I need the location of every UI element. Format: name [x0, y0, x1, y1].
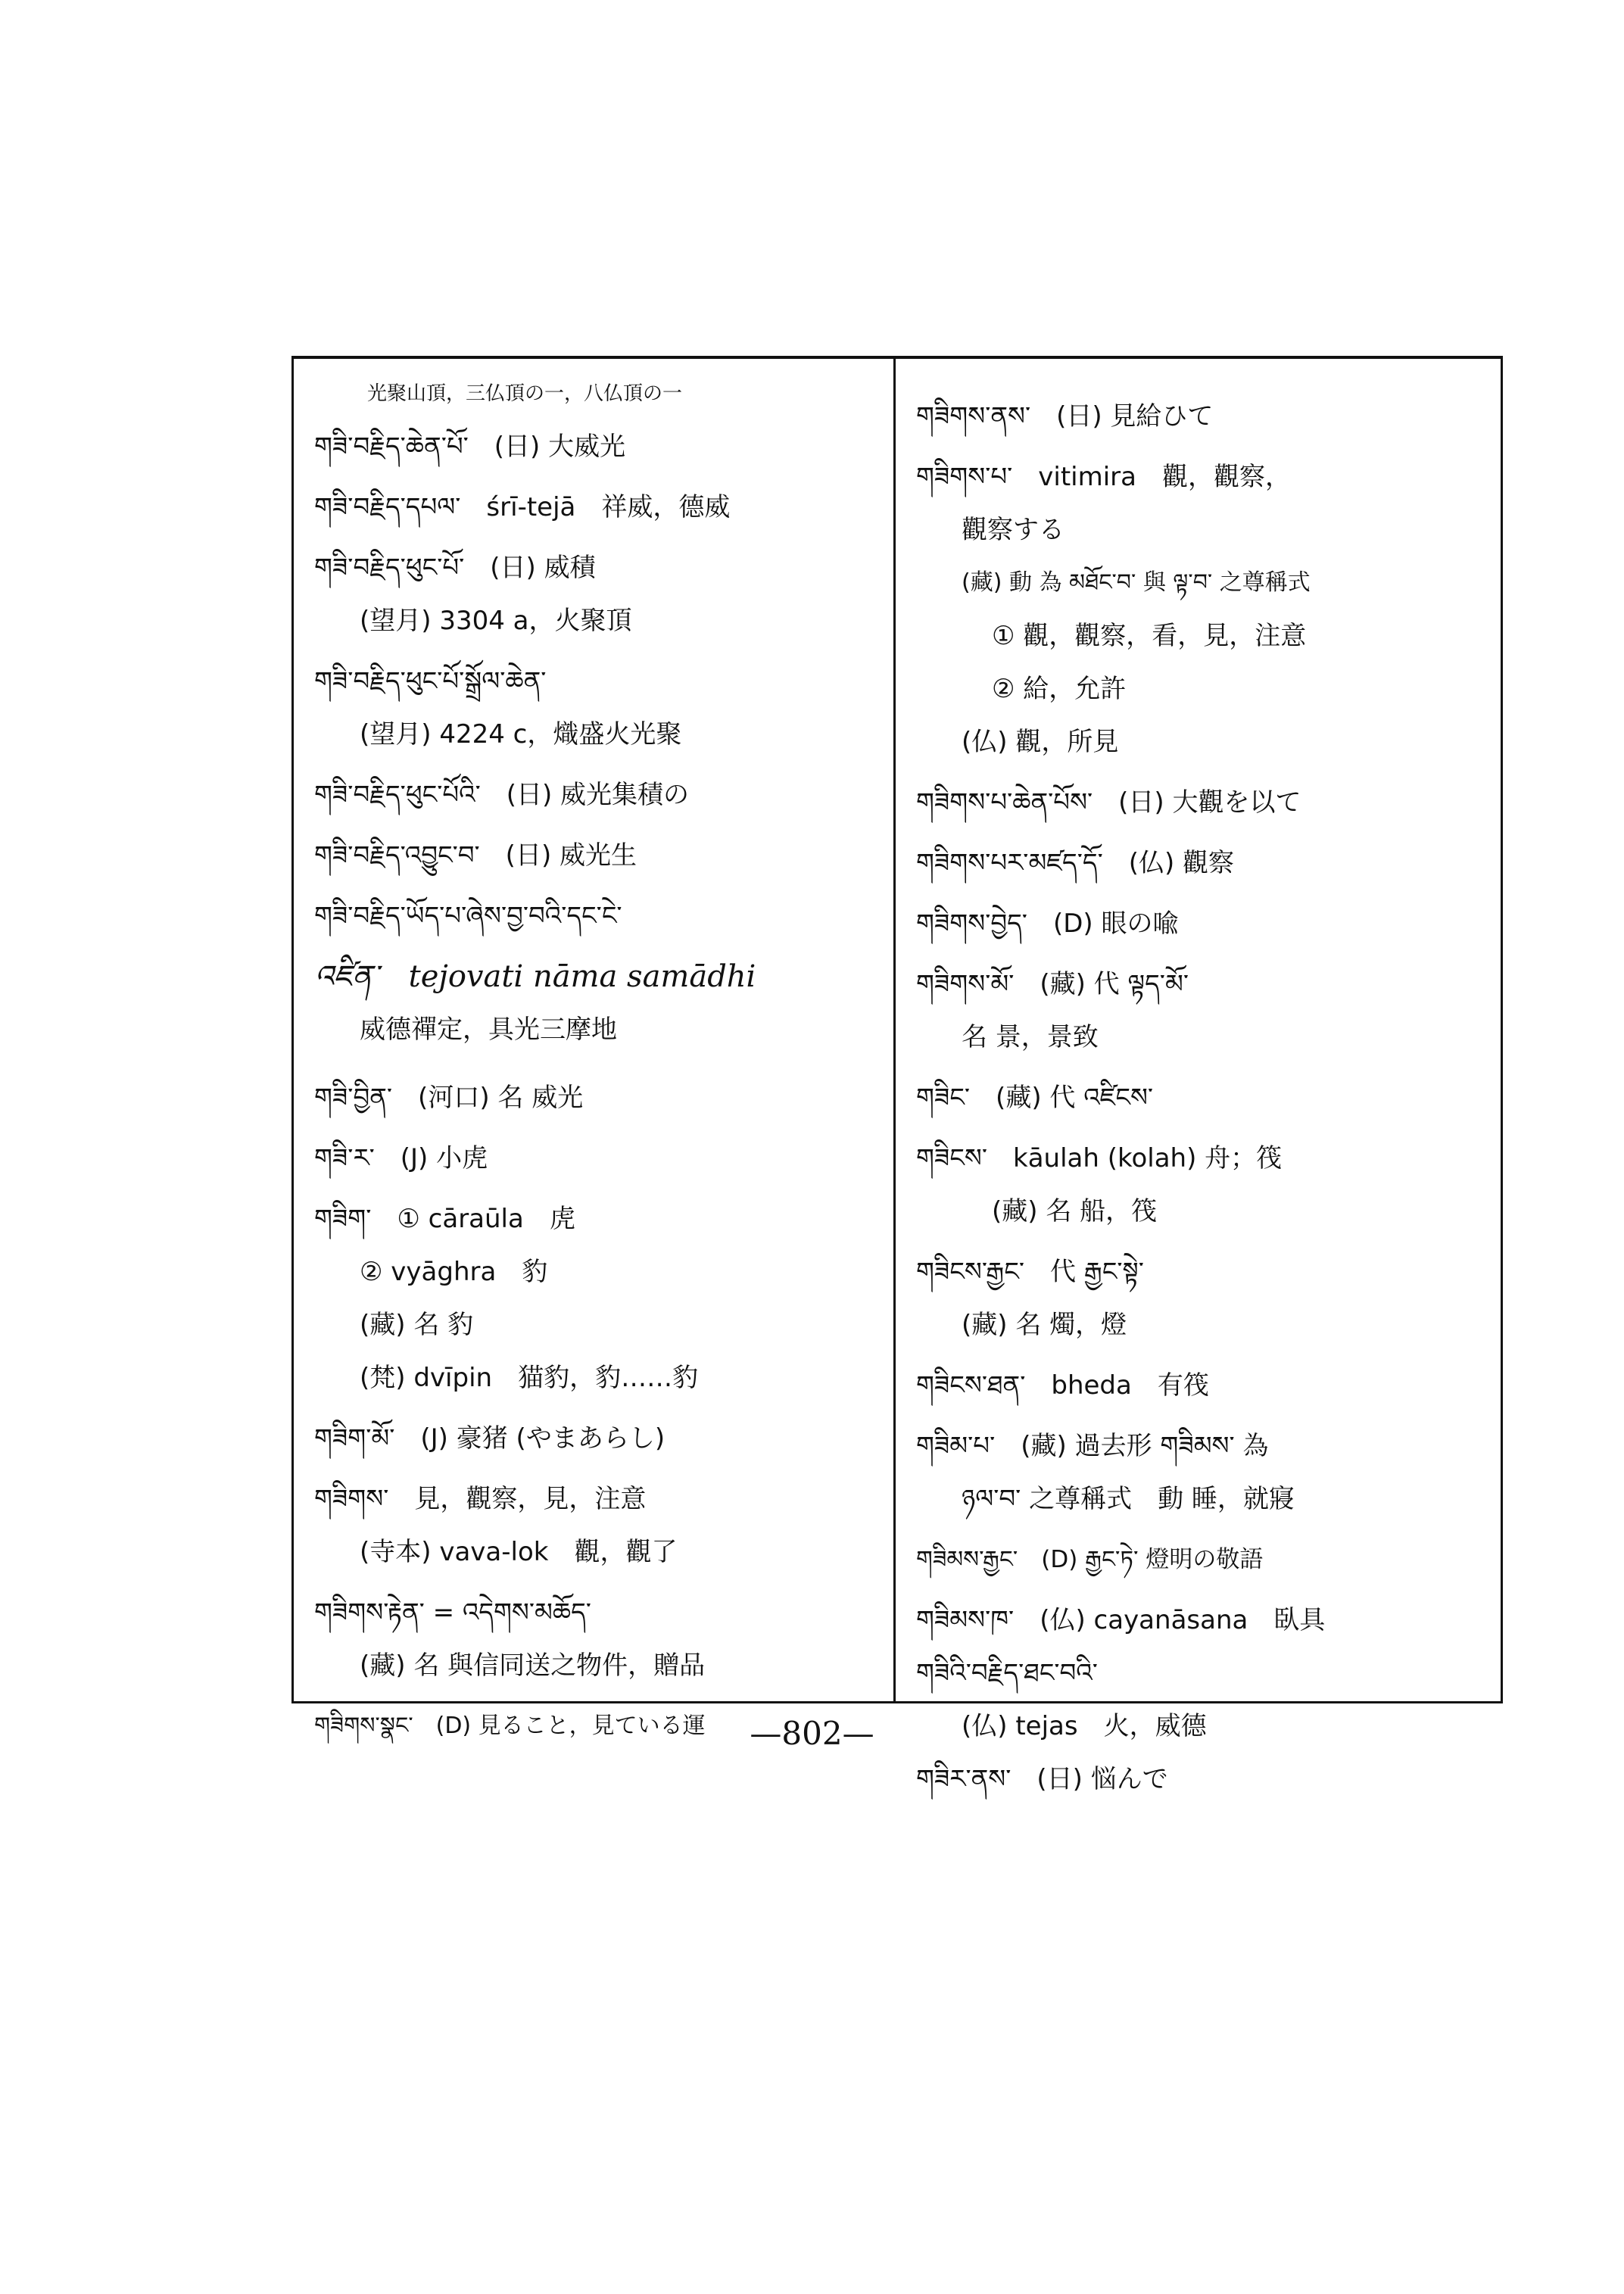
entry-line: 光聚山頂，三仏頂の一，八仏頂の一: [367, 382, 683, 405]
entry-line: གཟི་བརྗིད་ཡོད་པ་ཞེས་བྱ་བའི་དང་ངེ་: [314, 901, 622, 931]
entry-line: གཟིགས་ནས་ (日) 見給ひて: [916, 401, 1214, 432]
entry-line: གཟིམ་པ་ (藏) 過去形 གཟིམས་ 為: [916, 1431, 1269, 1461]
column-divider: [893, 356, 896, 1703]
entry-line: གཟིངས་ཐན་ bheda 有筏: [916, 1370, 1209, 1401]
entry-line: གཟི་ར་ (J) 小虎: [314, 1143, 488, 1173]
entry-line: གཟིངས་རྒྱང་ 代 རྒྱང་སྟེ་: [916, 1257, 1144, 1287]
entry-line: གཟིགས་པ་ཆེན་པོས་ (日) 大觀を以て: [916, 787, 1301, 818]
entry-line: གཟི་བྱིན་ (河口) 名 威光: [314, 1083, 584, 1113]
entry-line: ② 給，允許: [992, 674, 1127, 704]
entry-line: གཟིག་ ① cāraūla 虎: [314, 1204, 575, 1234]
entry-line: 名 景，景致: [962, 1022, 1099, 1052]
entry-line: (藏) 名 燭，燈: [962, 1310, 1127, 1340]
entry-line: གཟིངས་ kāulah (kolah) 舟；筏: [916, 1143, 1283, 1173]
entry-line: གཟིག་མོ་ (J) 豪猪 (やまあらし): [314, 1423, 665, 1454]
entry-line: གཟིམས་རྒྱང་ (D) རྒྱང་ཏེ་ 燈明の敬語: [916, 1546, 1264, 1573]
entry-line: (望月) 3304 a，火聚頂: [360, 606, 632, 636]
entry-line: གཟི་བརྗིད་ཕུང་པོ་སྒྲོལ་ཆེན་: [314, 666, 547, 697]
entry-line: (藏) 名 與信同送之物件，贈品: [360, 1650, 706, 1681]
entry-line: གཟིགས་པ་ vitimira 觀，觀察，: [916, 462, 1291, 492]
entry-line: ② vyāghra 豹: [360, 1257, 548, 1287]
entry-line: གཟིའི་བརྗིད་ཐང་བའི་: [916, 1658, 1098, 1688]
entry-line: (仏) 觀，所見: [962, 727, 1119, 757]
entry-line: (寺本) vava-lok 觀，觀了: [360, 1537, 678, 1567]
entry-line: གཟིགས་ 見，觀察，見，注意: [314, 1484, 647, 1514]
entry-line: གཟི་བརྗིད་འབྱུང་བ་ (日) 威光生: [314, 840, 637, 871]
entry-line: (梵) dvīpin 猫豹，豹……豹: [360, 1363, 699, 1393]
entry-line: གཟིགས་མོ་ (藏) 代 ལྟད་མོ་: [916, 969, 1189, 999]
entry-line: གཟིགས་པར་མཛད་དོ་ (仏) 觀察: [916, 848, 1235, 878]
entry-line: ① 觀，觀察，看，見，注意: [992, 621, 1307, 651]
entry-line: གཟིགས་སྣང་ (D) 見ること，見ている運: [314, 1713, 706, 1739]
entry-line: (藏) 名 船，筏: [992, 1196, 1158, 1226]
entry-line: ཉལ་བ་ 之尊稱式 動 睡，就寢: [962, 1484, 1295, 1514]
entry-line: གཟིར་ནས་ (日) 悩んで: [916, 1764, 1168, 1794]
page-number: —802—: [750, 1715, 874, 1752]
entry-line: གཟི་བརྗིད་དཔལ་ śrī-tejā 祥威，德威: [314, 492, 731, 522]
entry-line: གཟིང་ (藏) 代 འཛིངས་: [916, 1083, 1154, 1113]
entry-line: གཟིགས་རྟེན་ = འདེགས་མཆོད་: [314, 1597, 591, 1628]
entry-line: གཟི་བརྗིད་ཕུང་པོ་ (日) 威積: [314, 553, 596, 583]
entry-line: གཟི་བརྗིད་ཆེན་པོ་ (日) 大威光: [314, 432, 626, 462]
entry-line: (望月) 4224 c，熾盛火光聚: [360, 719, 682, 750]
entry-line: གཟི་བརྗིད་ཕུང་པོའི་ (日) 威光集積の: [314, 780, 690, 810]
entry-line: 威德禪定，具光三摩地: [360, 1015, 617, 1045]
entry-line: གཟིམས་ཁ་ (仏) cayanāsana 臥具: [916, 1605, 1326, 1635]
entry-line: (仏) tejas 火，威德: [962, 1711, 1207, 1741]
entry-line: གཟིགས་བྱེད་ (D) 眼の喩: [916, 909, 1179, 939]
entry-line: འཛིན་ tejovati nāma samādhi: [314, 959, 756, 994]
entry-line: (藏) 動 為 མཐོང་བ་ 與 ལྟ་བ་ 之尊稱式: [962, 569, 1311, 596]
entry-line: (藏) 名 豹: [360, 1310, 474, 1340]
entry-line: 觀察する: [962, 515, 1064, 545]
